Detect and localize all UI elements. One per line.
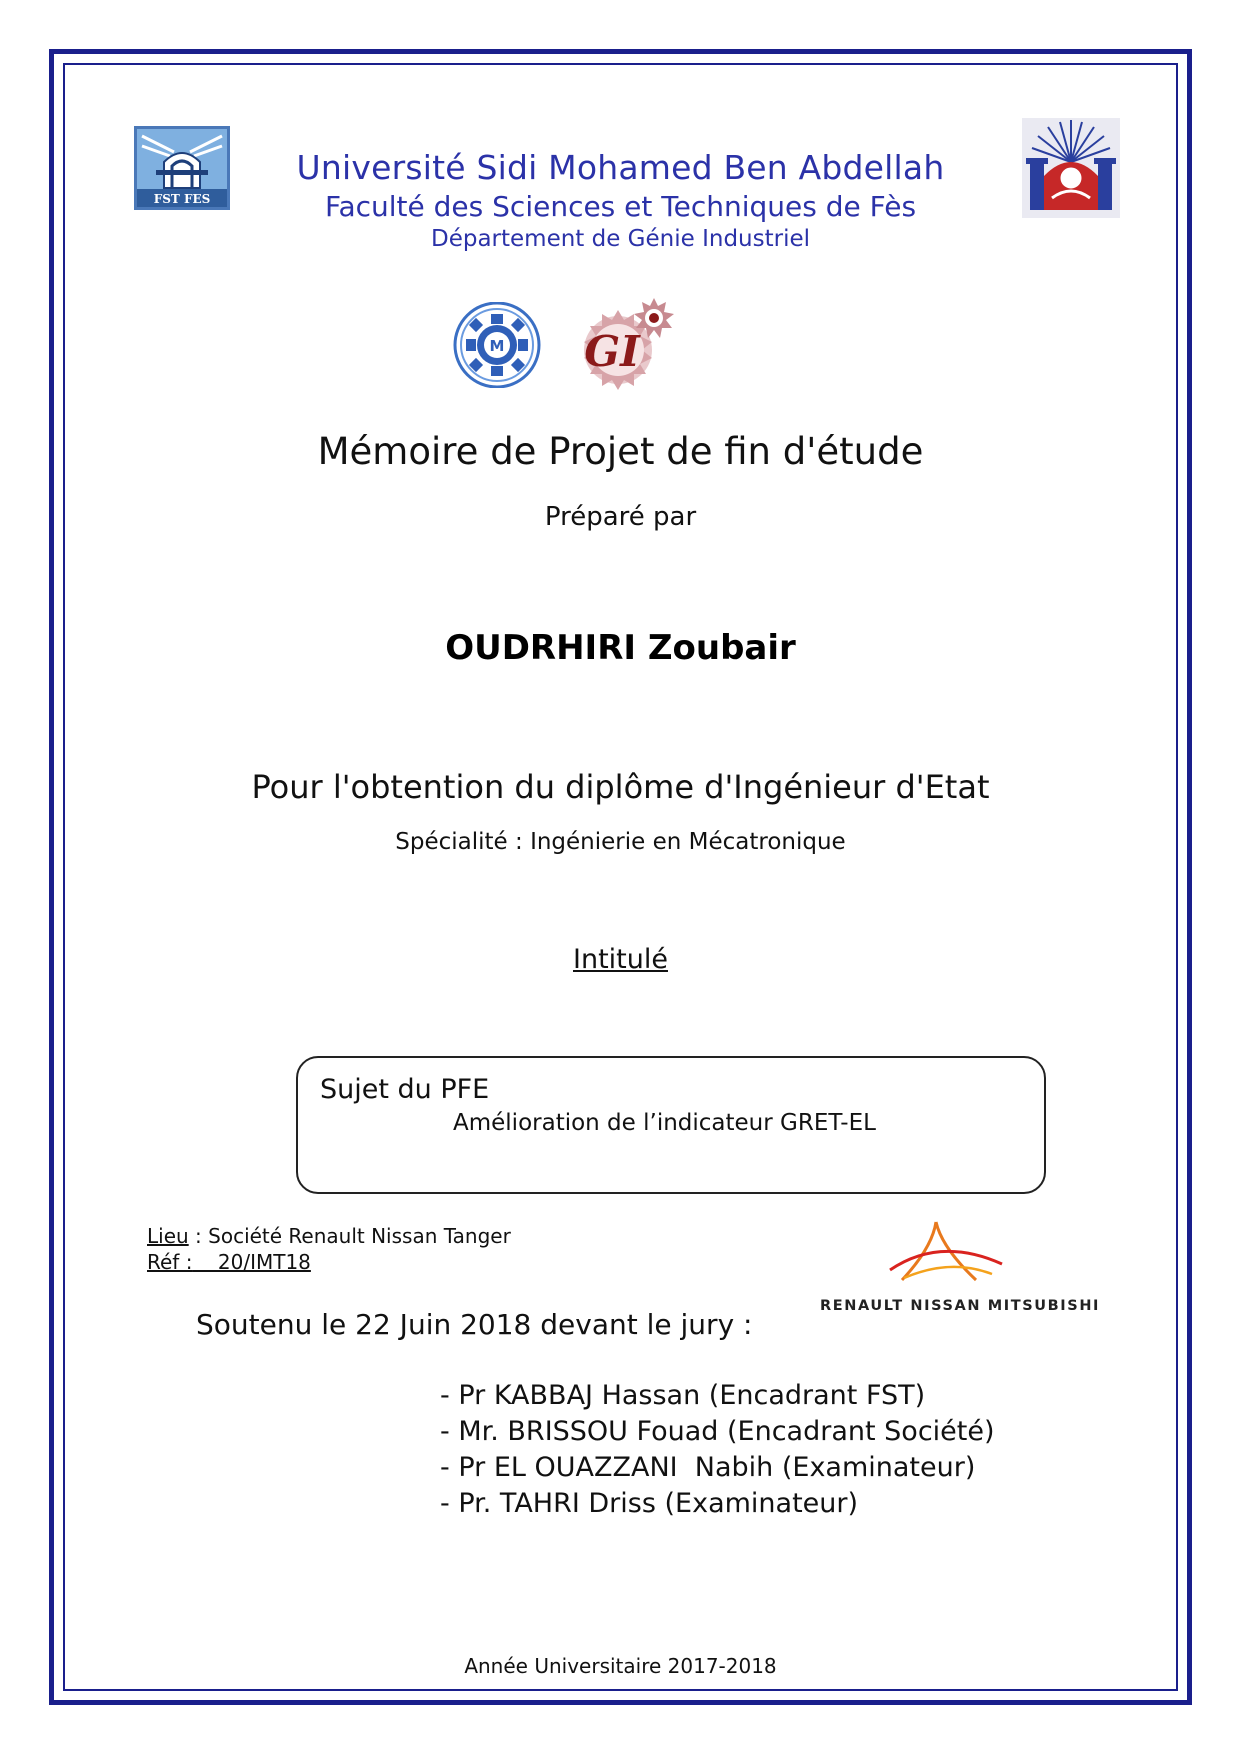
- mechatronics-logo: [451, 302, 543, 388]
- gear-icon: [451, 302, 543, 388]
- renault-nissan-mitsubishi-logo: [880, 1218, 1010, 1292]
- alliance-swoosh-icon: [880, 1218, 1010, 1292]
- svg-text:M: M: [489, 337, 505, 355]
- gi-logo: [572, 296, 680, 394]
- ref-line: [147, 1250, 311, 1274]
- university-name: Université Sidi Mohamed Ben Abdellah: [296, 148, 945, 187]
- jury-list: [440, 1378, 995, 1522]
- jury-member: - Pr KABBAJ Hassan (Encadrant FST): [440, 1380, 926, 1411]
- author-name: OUDRHIRI Zoubair: [445, 628, 796, 668]
- defense-statement: Soutenu le 22 Juin 2018 devant le jury :: [196, 1308, 753, 1341]
- academic-year: Année Universitaire 2017-2018: [464, 1654, 777, 1678]
- lieu-value: : Société Renault Nissan Tanger: [188, 1224, 511, 1248]
- ref-label: Réf :: [147, 1250, 193, 1274]
- prepared-by: Préparé par: [544, 502, 697, 532]
- gi-gear-icon: [572, 296, 680, 394]
- alliance-name: RENAULT NISSAN MITSUBISHI: [820, 1298, 1101, 1314]
- ref-text: [147, 1250, 311, 1274]
- jury-member: - Pr. TAHRI Driss (Examinateur): [440, 1488, 859, 1519]
- specialty-line: Spécialité : Ingénierie en Mécatronique: [395, 829, 846, 855]
- svg-text:FST FES: FST FES: [153, 192, 211, 206]
- memoire-title: Mémoire de Projet de fin d'étude: [317, 430, 924, 473]
- intitule-heading: [0, 944, 1241, 975]
- subject-title: Amélioration de l’indicateur GRET-EL: [453, 1110, 876, 1136]
- faculty-name: Faculté des Sciences et Techniques de Fès: [324, 190, 917, 223]
- department-name: Département de Génie Industriel: [430, 226, 811, 252]
- intitule-text: Intitulé: [573, 944, 668, 975]
- lieu-line: [147, 1224, 511, 1248]
- lieu-label: Lieu: [147, 1224, 189, 1248]
- jury-member: - Mr. BRISSOU Fouad (Encadrant Société): [440, 1416, 995, 1447]
- jury-member: - Pr EL OUAZZANI Nabih (Examinateur): [440, 1452, 976, 1483]
- diploma-line: Pour l'obtention du diplôme d'Ingénieur d'Etat: [251, 768, 990, 806]
- ref-value: 20/IMT18: [192, 1250, 311, 1274]
- svg-text:GI: GI: [584, 327, 640, 376]
- subject-box: [296, 1056, 1046, 1194]
- subject-label: Sujet du PFE: [320, 1074, 490, 1105]
